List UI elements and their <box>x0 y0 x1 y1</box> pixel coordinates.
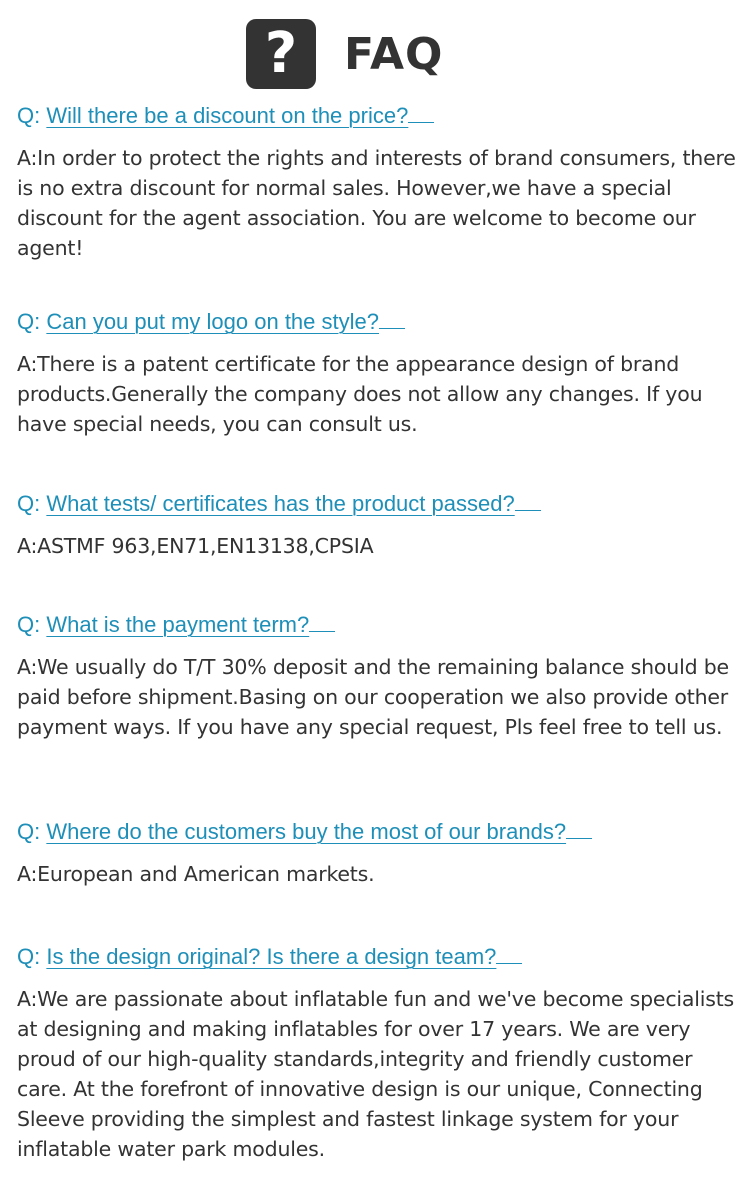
faq-item-discount <box>17 101 737 263</box>
faq-question <box>17 817 737 847</box>
question-link[interactable]: Will there be a discount on the price? <box>46 103 409 128</box>
faq-item-markets <box>17 817 737 889</box>
underline-tail <box>496 943 522 964</box>
underline-tail <box>566 818 592 839</box>
question-prefix: Q: <box>17 309 47 334</box>
question-link[interactable]: Is the design original? Is there a design team? <box>46 944 497 969</box>
faq-answer: A:European and American markets. <box>17 862 375 886</box>
faq-answer: A:We are passionate about inflatable fun and we've become specialists at designing and making inflatables for over 17 years. We are very proud of our high-quality standards,integrity and friendly customer care. At the forefront of innovative design is our unique, Connecting Sleeve providing the simplest and fastest linkage system for your inflatable water park modules. <box>17 987 735 1161</box>
faq-item-certificates <box>17 489 737 561</box>
question-link[interactable]: What is the payment term? <box>46 612 310 637</box>
faq-item-payment <box>17 610 737 742</box>
faq-question <box>17 307 737 337</box>
faq-item-design <box>17 942 737 1164</box>
faq-answer: A:There is a patent certificate for the appearance design of brand products.Generally the company does not allow any changes. If you have special needs, you can consult us. <box>17 352 703 436</box>
faq-question <box>17 942 737 972</box>
underline-tail <box>379 308 405 329</box>
question-prefix: Q: <box>17 612 47 637</box>
faq-question <box>17 489 737 519</box>
underline-tail <box>515 490 541 511</box>
question-prefix: Q: <box>17 819 47 844</box>
faq-item-logo <box>17 307 737 439</box>
faq-header <box>246 18 443 90</box>
underline-tail <box>408 102 434 123</box>
question-link[interactable]: What tests/ certificates has the product passed? <box>46 491 515 516</box>
question-prefix: Q: <box>17 103 47 128</box>
question-prefix: Q: <box>17 944 47 969</box>
faq-answer: A:We usually do T/T 30% deposit and the remaining balance should be paid before shipment.Basing on our cooperation we also provide other payment ways. If you have any special request, Pls feel free to tell us. <box>17 655 729 739</box>
underline-tail <box>309 611 335 632</box>
question-link[interactable]: Where do the customers buy the most of our brands? <box>46 819 567 844</box>
question-mark-icon: ? <box>246 19 316 89</box>
question-prefix: Q: <box>17 491 47 516</box>
faq-answer: A:ASTMF 963,EN71,EN13138,CPSIA <box>17 534 374 558</box>
page-title: FAQ <box>344 28 444 80</box>
faq-answer: A:In order to protect the rights and interests of brand consumers, there is no extra discount for normal sales. However,we have a special discount for the agent association. You are welcome to become our agent! <box>17 146 736 260</box>
faq-question <box>17 101 737 131</box>
question-link[interactable]: Can you put my logo on the style? <box>46 309 379 334</box>
faq-question <box>17 610 737 640</box>
